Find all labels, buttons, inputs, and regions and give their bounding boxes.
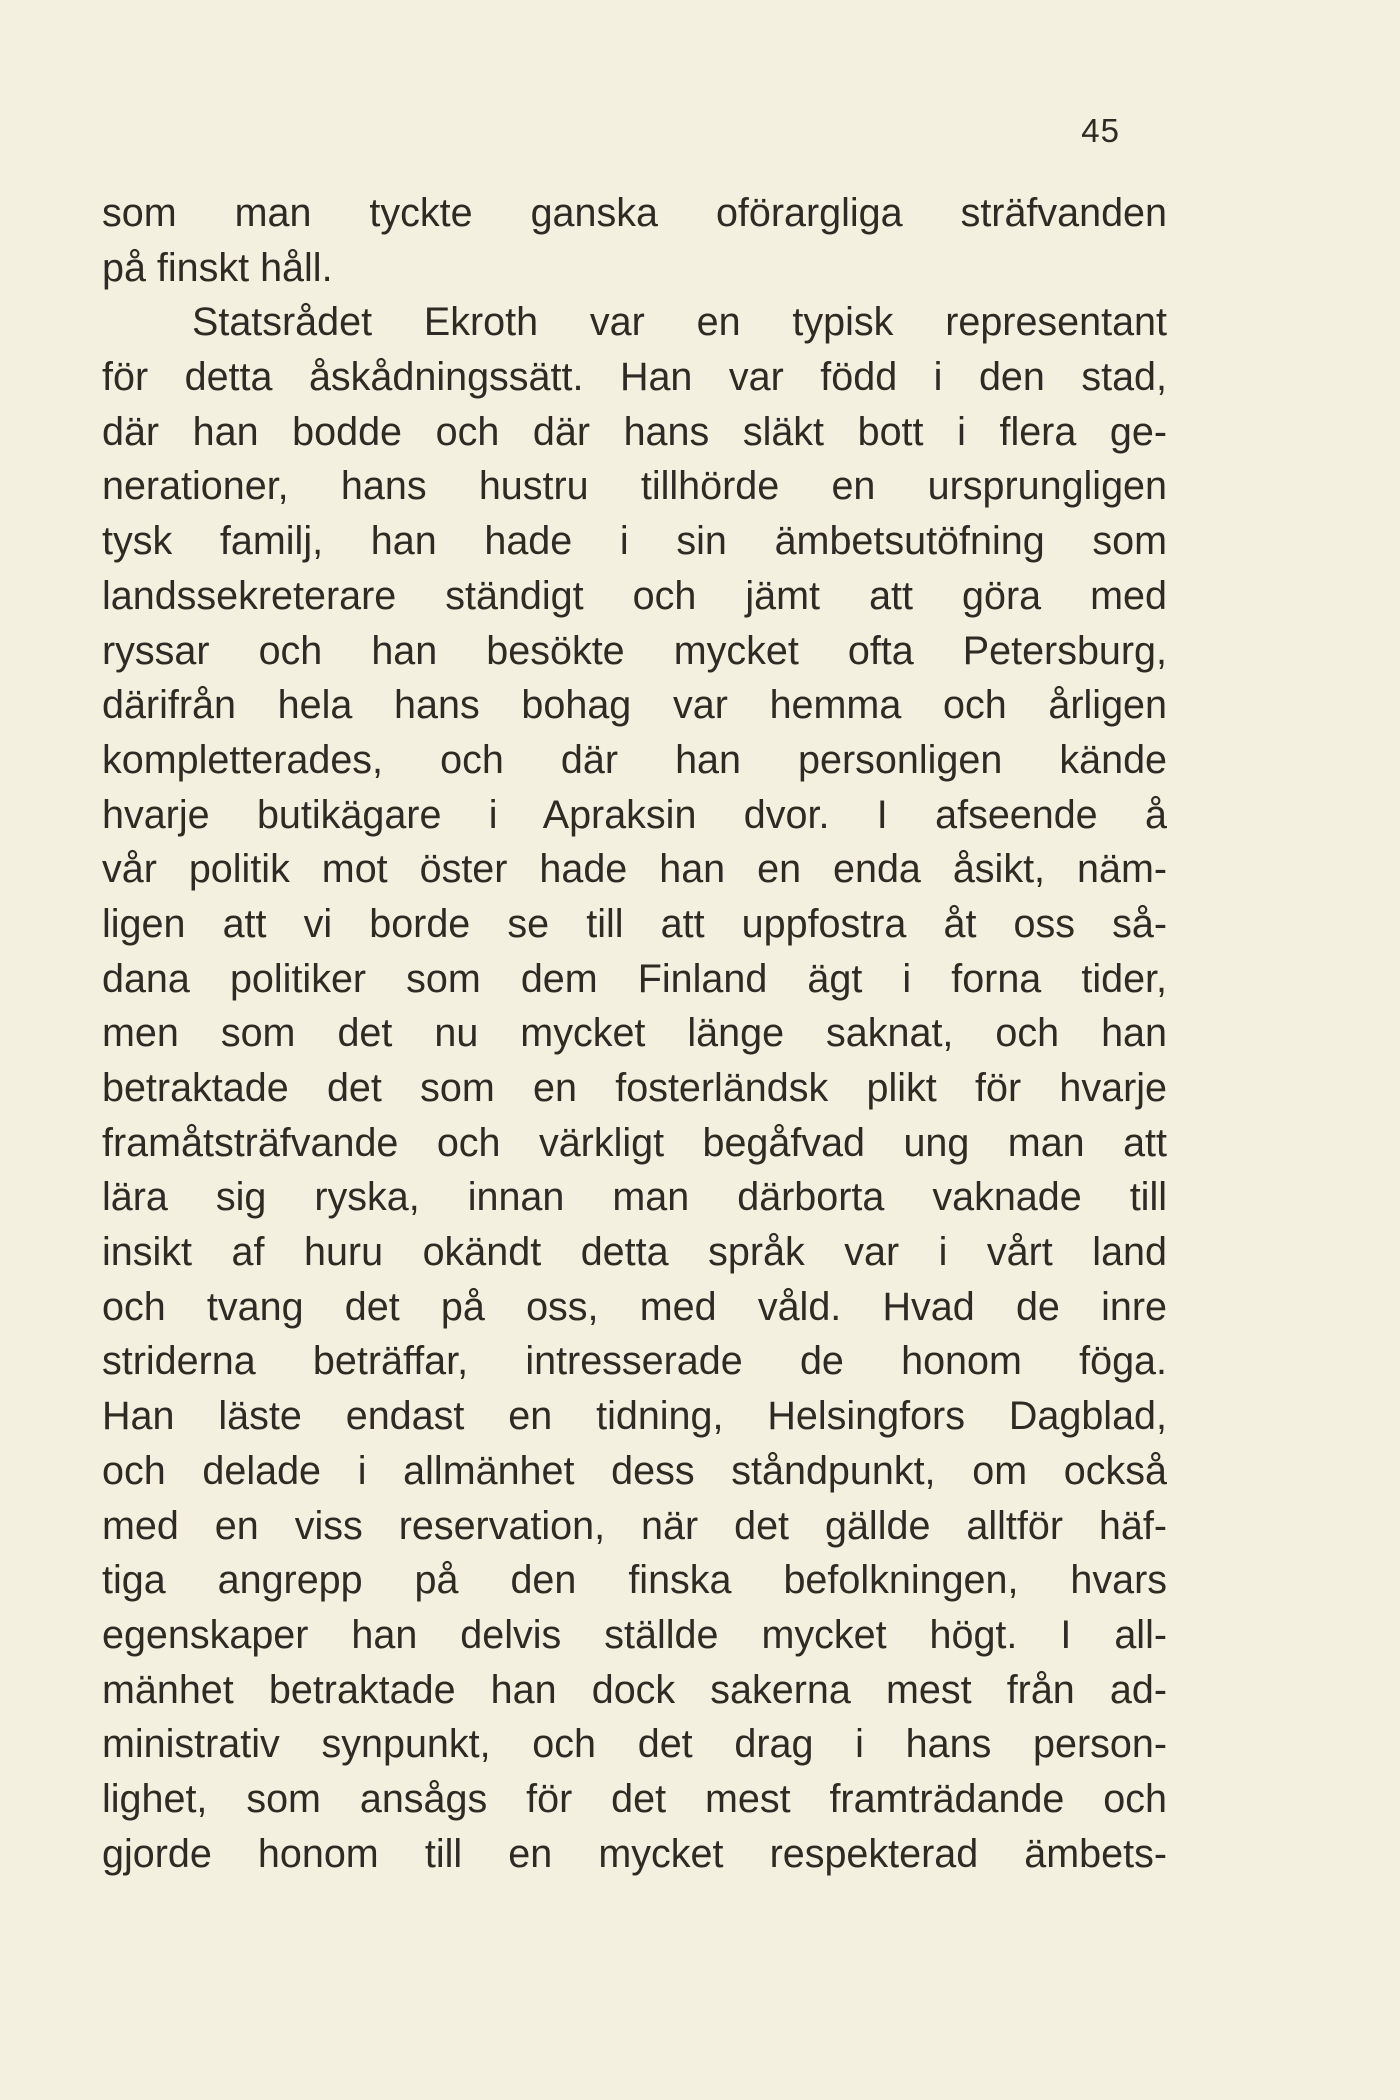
- text-line: kompletterades, och där han personligen kände: [102, 737, 1167, 782]
- text-line: med en viss reservation, när det gällde alltför häf-: [102, 1503, 1167, 1548]
- text-line: Statsrådet Ekroth var en typisk representant: [192, 300, 1167, 345]
- text-line: insikt af huru okändt detta språk var i vårt land: [102, 1230, 1167, 1275]
- text-line: som man tyckte ganska oförargliga sträfvanden: [102, 191, 1167, 235]
- text-line: tysk familj, han hade i sin ämbetsutöfning som: [102, 519, 1167, 564]
- page-number: 45: [1081, 112, 1120, 149]
- text-line: lighet, som ansågs för det mest framträdande och: [102, 1776, 1167, 1821]
- text-line: nerationer, hans hustru tillhörde en ursprungligen: [102, 464, 1167, 509]
- text-line: mänhet betraktade han dock sakerna mest från ad-: [102, 1667, 1167, 1712]
- text-line: ryssar och han besökte mycket ofta Petersburg,: [102, 628, 1167, 673]
- text-line: och tvang det på oss, med våld. Hvad de inre: [102, 1284, 1167, 1329]
- text-line: hvarje butikägare i Apraksin dvor. I afseende å: [102, 792, 1167, 837]
- text-line: och delade i allmänhet dess ståndpunkt, om också: [102, 1448, 1167, 1493]
- text-line: lära sig ryska, innan man därborta vaknade till: [102, 1175, 1167, 1220]
- text-line: vår politik mot öster hade han en enda åsikt, näm-: [102, 847, 1167, 892]
- text-line: betraktade det som en fosterländsk plikt för hvarje: [102, 1066, 1167, 1110]
- text-line: egenskaper han delvis ställde mycket högt. I all-: [102, 1612, 1167, 1657]
- text-line: ligen att vi borde se till att uppfostra åt oss så-: [102, 901, 1167, 946]
- text-line: ministrativ synpunkt, och det drag i hans person-: [102, 1722, 1167, 1767]
- text-line: striderna beträffar, intresserade de honom föga.: [102, 1339, 1167, 1384]
- text-line: Han läste endast en tidning, Helsingfors Dagblad,: [102, 1394, 1167, 1439]
- text-line: framåtsträfvande och värkligt begåfvad ung man att: [102, 1120, 1167, 1165]
- text-line: men som det nu mycket länge saknat, och han: [102, 1011, 1167, 1056]
- body-text: [102, 186, 1167, 1881]
- text-line: på finskt håll.: [102, 245, 333, 290]
- text-line: tiga angrepp på den finska befolkningen, hvars: [102, 1558, 1167, 1603]
- text-line: landssekreterare ständigt och jämt att göra med: [102, 573, 1167, 618]
- text-line: dana politiker som dem Finland ägt i forna tider,: [102, 956, 1167, 1001]
- text-line: för detta åskådningssätt. Han var född i den stad,: [102, 355, 1167, 400]
- text-line: där han bodde och där hans släkt bott i flera ge-: [102, 409, 1167, 454]
- text-line: gjorde honom till en mycket respekterad ämbets-: [102, 1831, 1167, 1876]
- text-line: därifrån hela hans bohag var hemma och årligen: [102, 683, 1167, 728]
